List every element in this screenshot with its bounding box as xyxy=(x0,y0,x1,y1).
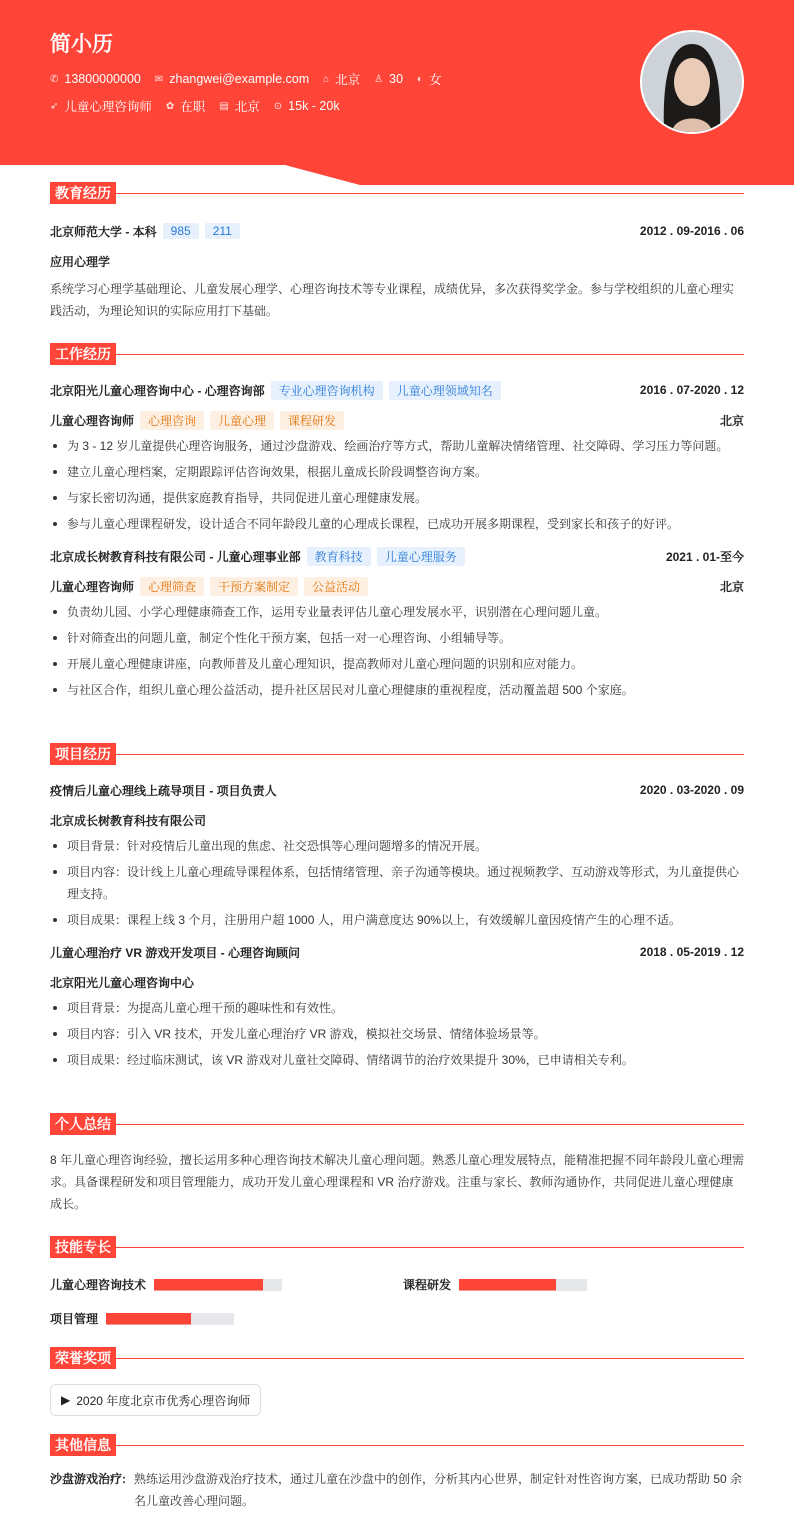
section-title: 教育经历 xyxy=(50,182,116,204)
other-text: 熟练运用沙盘游戏治疗技术，通过儿童在沙盘中的创作，分析其内心世界，制定针对性咨询方案，已成功帮助 50 余名儿童改善心理问题。 xyxy=(134,1472,743,1508)
other-section xyxy=(50,1434,744,1512)
status-icon: ✿ xyxy=(165,100,175,112)
email: zhangwei@example.com xyxy=(169,72,310,86)
job: 儿童心理咨询师 xyxy=(64,100,152,114)
company: 北京成长树教育科技有限公司 - 儿童心理事业部 xyxy=(50,549,301,564)
role: 儿童心理咨询师 xyxy=(50,579,135,594)
description: 系统学习心理学基础理论、儿童发展心理学、心理咨询技术等专业课程，成绩优异，多次获得奖学金。参与学校组织的儿童心理实践活动，为理论知识的实际应用打下基础。 xyxy=(50,282,735,318)
skill-bar xyxy=(154,1279,282,1291)
major: 应用心理学 xyxy=(50,254,111,269)
bullet-item: 为 3 - 12 岁儿童提供心理咨询服务，通过沙盘游戏、绘画治疗等方式，帮助儿童解决情绪管理、社交障碍、学习压力等问题。 xyxy=(50,435,744,457)
bullet-item: 项目背景：为提高儿童心理干预的趣味性和有效性。 xyxy=(50,997,744,1019)
awards-section xyxy=(50,1347,744,1369)
summary-section xyxy=(50,1113,744,1215)
phone-icon: ✆ xyxy=(50,73,59,85)
tag: 心理咨询 xyxy=(140,411,204,430)
bullet-item: 开展儿童心理健康讲座，向教师普及儿童心理知识，提高教师对儿童心理问题的识别和应对能力。 xyxy=(50,653,744,675)
role: 儿童心理咨询师 xyxy=(50,413,135,428)
tag: 985 xyxy=(163,223,199,239)
bullet-item: 与社区合作，组织儿童心理公益活动，提升社区居民对儿童心理健康的重视程度，活动覆盖超 500 个家庭。 xyxy=(50,679,744,701)
skill-item: 项目管理 xyxy=(50,1310,234,1327)
gender-icon: ◐ xyxy=(417,73,424,85)
project-section xyxy=(50,743,744,1071)
salary-icon: ⊙ xyxy=(273,100,283,112)
tag: 课程研发 xyxy=(280,411,344,430)
target-city: 北京 xyxy=(234,100,260,114)
tag: 公益活动 xyxy=(304,577,368,596)
bullet-item: 项目背景：针对疫情后儿童出现的焦虑、社交恐惧等心理问题增多的情况开展。 xyxy=(50,835,744,857)
status: 在职 xyxy=(180,100,206,114)
city: 北京 xyxy=(719,579,744,594)
skill-bar-fill xyxy=(154,1279,263,1291)
skill-item: 儿童心理咨询技术 xyxy=(50,1276,282,1293)
skill-bar xyxy=(459,1279,587,1291)
bullet-item: 项目成果：课程上线 3 个月，注册用户超 1000 人，用户满意度达 90%以上，有效缓解儿童因疫情产生的心理不适。 xyxy=(50,909,744,931)
bullet-item: 负责幼儿园、小学心理健康筛查工作，运用专业量表评估儿童心理发展水平，识别潜在心理问题儿童。 xyxy=(50,601,744,623)
tag: 干预方案制定 xyxy=(210,577,298,596)
tag: 儿童心理服务 xyxy=(377,547,465,566)
project-name: 疫情后儿童心理线上疏导项目 - 项目负责人 xyxy=(50,783,277,798)
project-name: 儿童心理治疗 VR 游戏开发项目 - 心理咨询顾问 xyxy=(50,945,301,960)
work-section xyxy=(50,343,744,701)
section-title: 其他信息 xyxy=(50,1434,116,1456)
avatar xyxy=(640,30,744,134)
gender: 女 xyxy=(429,73,442,87)
tag: 教育科技 xyxy=(307,547,371,566)
school: 北京师范大学 - 本科 xyxy=(50,224,157,239)
tag: 211 xyxy=(205,223,240,239)
date: 2016 . 07-2020 . 12 xyxy=(639,383,744,397)
skill-bar xyxy=(106,1313,234,1325)
project-entry xyxy=(50,941,744,1071)
company: 北京阳光儿童心理咨询中心 - 心理咨询部 xyxy=(50,383,265,398)
tag: 专业心理咨询机构 xyxy=(271,381,383,400)
bullet-item: 项目成果：经过临床测试，该 VR 游戏对儿童社交障碍、情绪调节的治疗效果提升 30%，已申请相关专利。 xyxy=(50,1049,744,1071)
work-entry xyxy=(50,379,744,535)
skill-item: 课程研发 xyxy=(403,1276,587,1293)
phone: 13800000000 xyxy=(64,72,141,86)
date: 2018 . 05-2019 . 12 xyxy=(639,945,744,959)
bullet-item: 参与儿童心理课程研发，设计适合不同年龄段儿童的心理成长课程，已成功开展多期课程，受到家长和孩子的好评。 xyxy=(50,513,744,535)
job-row xyxy=(50,97,340,115)
contact-row xyxy=(50,70,442,88)
other-label: 沙盘游戏治疗: xyxy=(50,1472,126,1486)
tag: 心理筛查 xyxy=(140,577,204,596)
award-item[interactable]: ▶ 2020 年度北京市优秀心理咨询师 xyxy=(50,1384,261,1416)
candidate-name: 简小历 xyxy=(50,33,113,56)
project-entry xyxy=(50,779,744,931)
tag: 儿童心理领域知名 xyxy=(389,381,501,400)
section-title: 技能专长 xyxy=(50,1236,116,1258)
city: 北京 xyxy=(335,73,361,87)
building-icon: ▤ xyxy=(219,100,229,112)
summary-text: 8 年儿童心理咨询经验，擅长运用多种心理咨询技术解决儿童心理问题。熟悉儿童心理发展特点，能精准把握不同年龄段儿童心理需求。具备课程研发和项目管理能力，成功开发儿童心理课程和 VR 治疗游戏。注重与家长、教师沟通协作，共同促进儿童心理健康成长。 xyxy=(50,1153,745,1211)
home-icon: ⌂ xyxy=(323,73,330,85)
salary: 15k - 20k xyxy=(288,99,340,113)
date: 2012 . 09-2016 . 06 xyxy=(639,224,744,238)
cake-icon: ♙ xyxy=(374,73,384,85)
bullet-item: 项目内容：设计线上儿童心理疏导课程体系，包括情绪管理、亲子沟通等模块。通过视频教学、互动游戏等形式，为儿童提供心理支持。 xyxy=(50,861,744,905)
tag: 儿童心理 xyxy=(210,411,274,430)
skill-bar-fill xyxy=(459,1279,556,1291)
date: 2021 . 01-至今 xyxy=(665,549,744,564)
triangle-icon: ▶ xyxy=(61,1393,71,1407)
bullet-item: 针对筛查出的问题儿童，制定个性化干预方案，包括一对一心理咨询、小组辅导等。 xyxy=(50,627,744,649)
bullet-item: 项目内容：引入 VR 技术，开发儿童心理治疗 VR 游戏，模拟社交场景、情绪体验场景等。 xyxy=(50,1023,744,1045)
section-title: 工作经历 xyxy=(50,343,116,365)
age: 30 xyxy=(389,72,404,86)
organization: 北京成长树教育科技有限公司 xyxy=(50,813,207,828)
send-icon: ➶ xyxy=(50,100,59,112)
skill-bar-fill xyxy=(106,1313,191,1325)
mail-icon: ✉ xyxy=(154,73,164,85)
bullet-item: 与家长密切沟通，提供家庭教育指导，共同促进儿童心理健康发展。 xyxy=(50,487,744,509)
organization: 北京阳光儿童心理咨询中心 xyxy=(50,975,195,990)
section-title: 个人总结 xyxy=(50,1113,116,1135)
work-entry xyxy=(50,545,744,701)
date: 2020 . 03-2020 . 09 xyxy=(639,783,744,797)
city: 北京 xyxy=(719,413,744,428)
section-title: 荣誉奖项 xyxy=(50,1347,116,1369)
skills-section xyxy=(50,1236,744,1258)
bullet-item: 建立儿童心理档案，定期跟踪评估咨询效果，根据儿童成长阶段调整咨询方案。 xyxy=(50,461,744,483)
section-title: 项目经历 xyxy=(50,743,116,765)
education-section xyxy=(50,182,744,322)
